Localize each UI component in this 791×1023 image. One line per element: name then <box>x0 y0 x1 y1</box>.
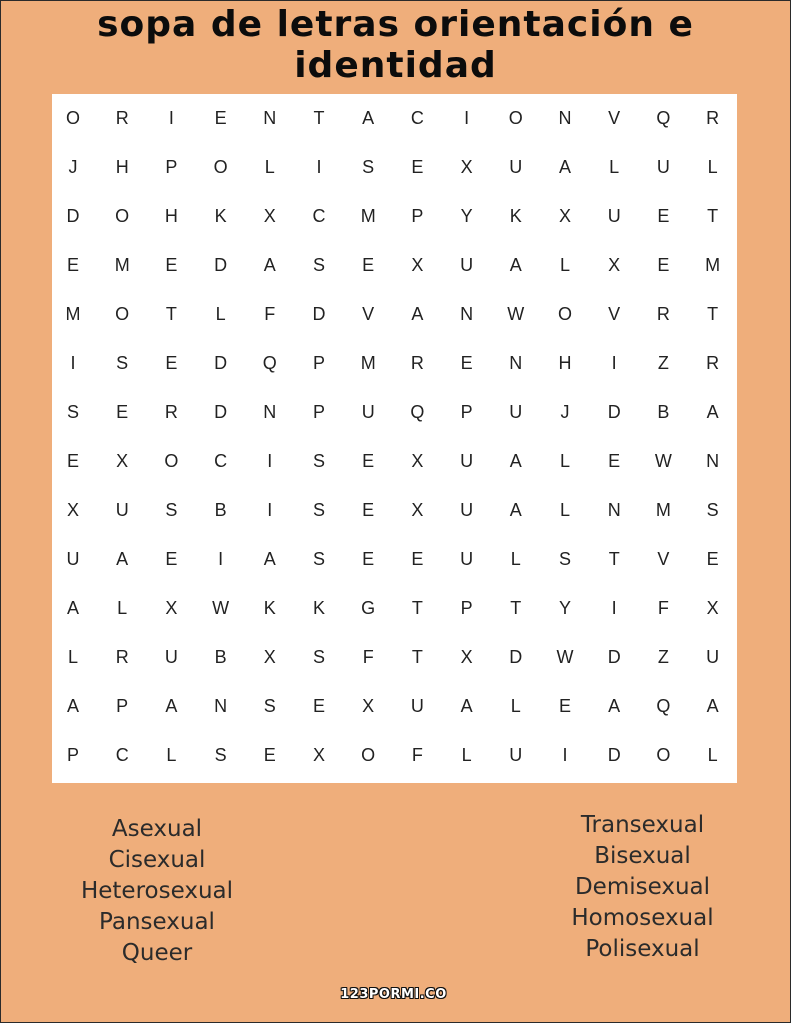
grid-cell[interactable]: R <box>656 304 670 324</box>
grid-cell[interactable]: L <box>166 745 177 765</box>
word-list-item: Asexual <box>111 816 203 842</box>
word-list-item: Heterosexual <box>80 878 234 904</box>
grid-cell[interactable]: W <box>212 598 230 618</box>
grid-cell[interactable]: X <box>558 206 571 226</box>
grid-cell[interactable]: T <box>165 304 177 324</box>
grid-cell[interactable]: R <box>115 647 129 667</box>
grid-cell[interactable]: O <box>213 157 228 177</box>
title-line-2: identidad <box>294 45 497 86</box>
grid-cell[interactable]: T <box>608 549 620 569</box>
grid-cell[interactable]: E <box>165 255 178 275</box>
grid-cell[interactable]: O <box>508 108 523 128</box>
grid-cell[interactable]: X <box>706 598 719 618</box>
grid-cell[interactable]: L <box>215 304 226 324</box>
grid-cell[interactable]: T <box>510 598 522 618</box>
grid-cell[interactable]: S <box>558 549 571 569</box>
grid-row <box>52 339 737 388</box>
grid-cell[interactable]: Q <box>656 108 671 128</box>
grid-cell[interactable]: X <box>312 745 325 765</box>
grid-cell[interactable]: A <box>263 255 276 275</box>
word-list-item: Transexual <box>580 812 705 838</box>
grid-cell[interactable]: L <box>559 500 570 520</box>
grid-cell[interactable]: U <box>164 647 178 667</box>
grid-cell[interactable]: X <box>411 255 424 275</box>
grid-cell[interactable]: N <box>460 304 474 324</box>
grid-cell[interactable]: R <box>164 402 178 422</box>
grid-cell[interactable]: D <box>214 255 228 275</box>
grid-cell[interactable]: P <box>312 353 325 373</box>
grid-cell[interactable]: E <box>657 206 670 226</box>
grid-cell[interactable]: A <box>558 157 571 177</box>
grid-cell[interactable]: A <box>706 696 719 716</box>
grid-cell[interactable]: U <box>66 549 80 569</box>
grid-cell[interactable]: R <box>706 108 720 128</box>
grid-cell[interactable]: Q <box>656 696 671 716</box>
grid-row <box>52 731 737 780</box>
grid-cell[interactable]: V <box>657 549 670 569</box>
word-list-item: Polisexual <box>585 936 700 962</box>
grid-cell[interactable]: U <box>706 647 720 667</box>
word-list-left <box>57 814 257 969</box>
grid-cell[interactable]: H <box>115 157 129 177</box>
grid-cell[interactable]: S <box>165 500 178 520</box>
grid-cell[interactable]: N <box>509 353 523 373</box>
grid-cell[interactable]: X <box>165 598 178 618</box>
grid-cell[interactable]: M <box>65 304 81 324</box>
grid-row <box>52 290 737 339</box>
grid-cell[interactable]: V <box>608 108 621 128</box>
grid-cell[interactable]: P <box>116 696 129 716</box>
title-line-1: sopa de letras orientación e <box>97 4 694 45</box>
grid-cell[interactable]: Z <box>657 353 669 373</box>
grid-cell[interactable]: X <box>411 451 424 471</box>
grid-cell[interactable]: L <box>707 745 718 765</box>
grid-cell[interactable]: L <box>510 696 521 716</box>
grid-cell[interactable]: D <box>66 206 80 226</box>
grid-cell[interactable]: A <box>165 696 178 716</box>
grid-cell[interactable]: I <box>464 108 470 128</box>
grid-cell[interactable]: L <box>707 157 718 177</box>
grid-cell[interactable]: M <box>114 255 130 275</box>
grid-row <box>52 94 737 143</box>
grid-cell[interactable]: U <box>410 696 424 716</box>
grid-cell[interactable]: E <box>165 353 178 373</box>
grid-cell[interactable]: A <box>66 598 79 618</box>
grid-cell[interactable]: S <box>362 157 375 177</box>
grid-cell[interactable]: S <box>263 696 276 716</box>
grid-cell[interactable]: U <box>509 745 523 765</box>
grid-cell[interactable]: E <box>362 500 375 520</box>
grid-cell[interactable]: S <box>312 451 325 471</box>
grid-cell[interactable]: E <box>608 451 621 471</box>
grid-cell[interactable]: X <box>66 500 79 520</box>
grid-cell[interactable]: W <box>507 304 525 324</box>
grid-cell[interactable]: C <box>312 206 326 226</box>
grid-cell[interactable]: A <box>362 108 375 128</box>
grid-cell[interactable]: O <box>65 108 80 128</box>
grid-cell[interactable]: O <box>656 745 671 765</box>
grid-cell[interactable]: P <box>165 157 178 177</box>
grid-cell[interactable]: A <box>509 451 522 471</box>
grid-cell[interactable]: Q <box>262 353 277 373</box>
grid-cell[interactable]: L <box>559 255 570 275</box>
grid-cell[interactable]: I <box>611 598 617 618</box>
grid-cell[interactable]: T <box>313 108 325 128</box>
grid-cell[interactable]: E <box>362 549 375 569</box>
grid-cell[interactable]: Y <box>460 206 473 226</box>
grid-cell[interactable]: K <box>214 206 227 226</box>
grid-cell[interactable]: O <box>115 206 130 226</box>
grid-cell[interactable]: F <box>264 304 276 324</box>
grid-cell[interactable]: Z <box>657 647 669 667</box>
grid-cell[interactable]: N <box>607 500 621 520</box>
grid-cell[interactable]: I <box>267 451 273 471</box>
grid-cell[interactable]: U <box>509 157 523 177</box>
grid-cell[interactable]: D <box>607 745 621 765</box>
grid-cell[interactable]: T <box>411 647 423 667</box>
grid-cell[interactable]: I <box>611 353 617 373</box>
grid-cell[interactable]: O <box>115 304 130 324</box>
word-list-item: Bisexual <box>594 843 691 869</box>
grid-cell[interactable]: R <box>115 108 129 128</box>
grid-cell[interactable]: A <box>66 696 79 716</box>
grid-row <box>52 486 737 535</box>
grid-cell[interactable]: X <box>460 647 473 667</box>
grid-cell[interactable]: N <box>263 108 277 128</box>
grid-cell[interactable]: L <box>559 451 570 471</box>
grid-cell[interactable]: U <box>656 157 670 177</box>
grid-cell[interactable]: E <box>116 402 129 422</box>
grid-cell[interactable]: E <box>657 255 670 275</box>
grid-cell[interactable]: U <box>460 255 474 275</box>
grid-cell[interactable]: A <box>608 696 621 716</box>
grid-cell[interactable]: C <box>410 108 424 128</box>
grid-cell[interactable]: M <box>360 206 376 226</box>
grid-cell[interactable]: S <box>312 500 325 520</box>
grid-cell[interactable]: E <box>165 549 178 569</box>
grid-cell[interactable]: X <box>116 451 129 471</box>
grid-cell[interactable]: I <box>168 108 174 128</box>
grid-row <box>52 584 737 633</box>
brand-logo: 123PORMI.CO <box>340 987 447 1002</box>
grid-cell[interactable]: I <box>316 157 322 177</box>
grid-cell[interactable]: S <box>116 353 129 373</box>
grid-cell[interactable]: L <box>264 157 275 177</box>
grid-cell[interactable]: U <box>460 451 474 471</box>
grid-cell[interactable]: E <box>460 353 473 373</box>
grid-cell[interactable]: A <box>116 549 129 569</box>
grid-cell[interactable]: A <box>509 255 522 275</box>
grid-cell[interactable]: N <box>558 108 572 128</box>
grid-cell[interactable]: A <box>706 402 719 422</box>
grid-cell[interactable]: R <box>410 353 424 373</box>
grid-cell[interactable]: N <box>706 451 720 471</box>
grid-cell[interactable]: D <box>509 647 523 667</box>
grid-cell[interactable]: D <box>214 402 228 422</box>
grid-cell[interactable]: E <box>312 696 325 716</box>
grid-cell[interactable]: D <box>312 304 326 324</box>
grid-row <box>52 192 737 241</box>
grid-cell[interactable]: Q <box>410 402 425 422</box>
grid-cell[interactable]: S <box>312 255 325 275</box>
grid-cell[interactable]: I <box>218 549 224 569</box>
grid-cell[interactable]: L <box>461 745 472 765</box>
grid-cell[interactable]: E <box>411 157 424 177</box>
grid-cell[interactable]: T <box>707 206 719 226</box>
grid-cell[interactable]: D <box>607 402 621 422</box>
grid-cell[interactable]: H <box>558 353 572 373</box>
grid-cell[interactable]: N <box>263 402 277 422</box>
grid-cell[interactable]: M <box>360 353 376 373</box>
grid-cell[interactable]: X <box>263 647 276 667</box>
grid-cell[interactable]: F <box>362 647 374 667</box>
grid-cell[interactable]: M <box>705 255 721 275</box>
grid-cell[interactable]: W <box>556 647 574 667</box>
grid-cell[interactable]: E <box>66 451 79 471</box>
grid-cell[interactable]: U <box>509 402 523 422</box>
grid-cell[interactable]: I <box>562 745 568 765</box>
grid-cell[interactable]: F <box>657 598 669 618</box>
grid-cell[interactable]: E <box>263 745 276 765</box>
grid-cell[interactable]: J <box>560 402 570 422</box>
grid-cell[interactable]: N <box>214 696 228 716</box>
grid-cell[interactable]: L <box>510 549 521 569</box>
grid-cell[interactable]: S <box>214 745 227 765</box>
grid-cell[interactable]: H <box>164 206 178 226</box>
grid-cell[interactable]: P <box>312 402 325 422</box>
grid-cell[interactable]: P <box>460 598 473 618</box>
grid-cell[interactable]: L <box>117 598 128 618</box>
grid-cell[interactable]: A <box>411 304 424 324</box>
grid-row <box>52 437 737 486</box>
grid-cell[interactable]: X <box>608 255 621 275</box>
grid-cell[interactable]: E <box>558 696 571 716</box>
grid-cell[interactable]: A <box>460 696 473 716</box>
grid-cell[interactable]: B <box>214 500 227 520</box>
grid-cell[interactable]: X <box>460 157 473 177</box>
grid-cell[interactable]: P <box>460 402 473 422</box>
grid-row <box>52 241 737 290</box>
word-list-item: Pansexual <box>99 909 215 935</box>
grid-cell[interactable]: L <box>67 647 78 667</box>
grid-cell[interactable]: I <box>70 353 76 373</box>
grid-cell[interactable]: O <box>164 451 179 471</box>
grid-cell[interactable]: E <box>66 255 79 275</box>
grid-row <box>52 535 737 584</box>
grid-row <box>52 143 737 192</box>
grid-cell[interactable]: X <box>263 206 276 226</box>
grid-cell[interactable]: D <box>214 353 228 373</box>
word-list-item: Homosexual <box>571 905 714 931</box>
grid-cell[interactable]: C <box>214 451 228 471</box>
grid-cell[interactable]: S <box>312 647 325 667</box>
grid-cell[interactable]: F <box>411 745 423 765</box>
grid-cell[interactable]: U <box>361 402 375 422</box>
grid-cell[interactable]: B <box>214 647 227 667</box>
grid-cell[interactable]: O <box>361 745 376 765</box>
grid-cell[interactable]: U <box>115 500 129 520</box>
grid-cell[interactable]: U <box>607 206 621 226</box>
grid-cell[interactable]: P <box>66 745 79 765</box>
grid-cell[interactable]: D <box>607 647 621 667</box>
grid-cell[interactable]: A <box>509 500 522 520</box>
word-list-item: Queer <box>121 940 193 966</box>
grid-cell[interactable]: Y <box>558 598 571 618</box>
word-list-right <box>540 810 745 965</box>
word-list-item: Demisexual <box>574 874 711 900</box>
grid-cell[interactable]: E <box>411 549 424 569</box>
grid-cell[interactable]: S <box>312 549 325 569</box>
grid-cell[interactable]: G <box>361 598 376 618</box>
letter-grid <box>52 94 737 783</box>
grid-cell[interactable]: U <box>460 549 474 569</box>
grid-row <box>52 633 737 682</box>
grid-cell[interactable]: A <box>263 549 276 569</box>
grid-cell[interactable]: E <box>362 255 375 275</box>
grid-cell[interactable]: L <box>609 157 620 177</box>
grid-cell[interactable]: J <box>68 157 78 177</box>
grid-cell[interactable]: T <box>411 598 423 618</box>
grid-cell[interactable]: R <box>706 353 720 373</box>
grid-cell[interactable]: C <box>115 745 129 765</box>
grid-cell[interactable]: K <box>263 598 276 618</box>
grid-cell[interactable]: E <box>706 549 719 569</box>
grid-cell[interactable]: V <box>608 304 621 324</box>
grid-cell[interactable]: I <box>267 500 273 520</box>
word-list-item: Cisexual <box>108 847 206 873</box>
grid-cell[interactable]: T <box>707 304 719 324</box>
grid-cell[interactable]: X <box>362 696 375 716</box>
grid-cell[interactable]: U <box>460 500 474 520</box>
grid-cell[interactable]: X <box>411 500 424 520</box>
grid-cell[interactable]: E <box>362 451 375 471</box>
grid-cell[interactable]: O <box>557 304 572 324</box>
grid-cell[interactable]: W <box>654 451 672 471</box>
grid-cell[interactable]: E <box>214 108 227 128</box>
grid-row <box>52 682 737 731</box>
grid-row <box>52 388 737 437</box>
grid-cell[interactable]: S <box>66 402 79 422</box>
grid-cell[interactable]: P <box>411 206 424 226</box>
grid-cell[interactable]: V <box>362 304 375 324</box>
grid-cell[interactable]: M <box>655 500 671 520</box>
grid-cell[interactable]: B <box>657 402 670 422</box>
grid-cell[interactable]: K <box>312 598 325 618</box>
grid-cell[interactable]: S <box>706 500 719 520</box>
grid-cell[interactable]: K <box>509 206 522 226</box>
